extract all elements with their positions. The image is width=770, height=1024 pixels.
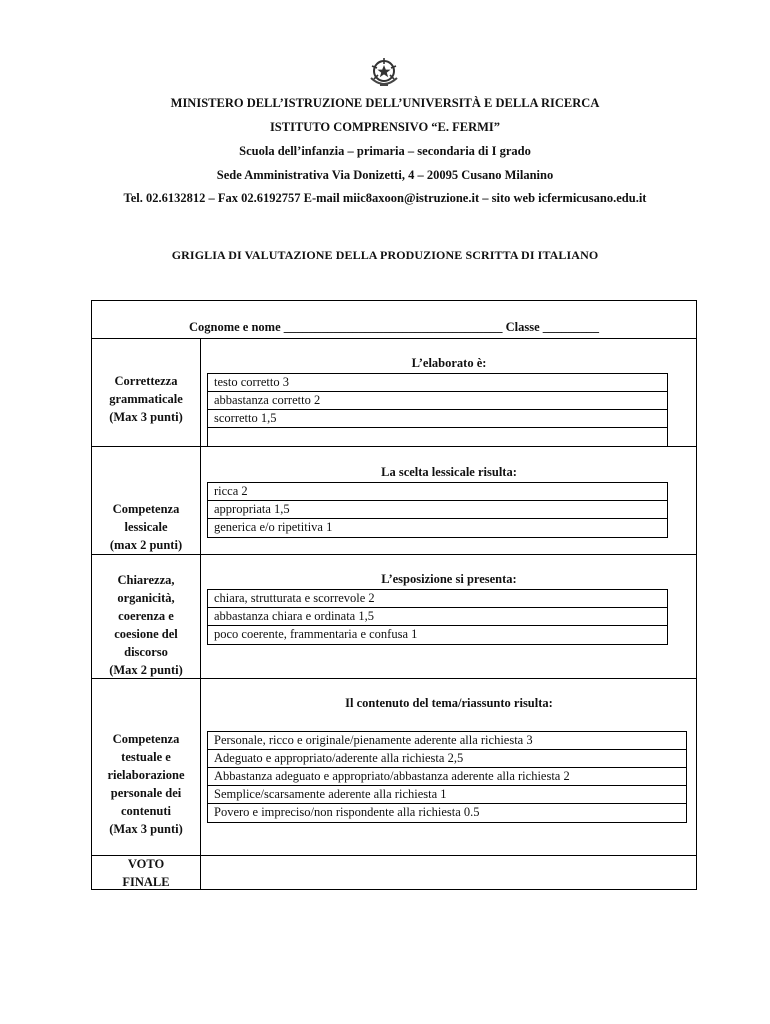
header-schools: Scuola dell’infanzia – primaria – secondaria di I grado [239,144,531,158]
row-divider [92,338,696,339]
criterion-grammar: Correttezza grammaticale (Max 3 punti) [109,374,183,424]
option-row [208,428,667,446]
options-lexical [207,482,668,538]
options-grammar [207,373,668,447]
header-contacts: Tel. 02.6132812 – Fax 02.6192757 E-mail miic8axoon@istruzione.it – sito web icfermicusano.edu.it [123,191,647,205]
option-row: testo corretto 3 [208,374,667,392]
header-address: Sede Amministrativa Via Donizetti, 4 – 20095 Cusano Milanino [216,168,554,182]
option-row: chiara, strutturata e scorrevole 2 [208,590,667,608]
section-intro: L’esposizione si presenta: [381,572,517,586]
option-row: poco coerente, frammentaria e confusa 1 [214,627,418,641]
name-class-field: Cognome e nome ___________________________________ Classe _________ [188,320,600,334]
final-grade-field[interactable] [201,856,697,889]
option-row: ricca 2 [208,483,667,501]
option-row: appropriata 1,5 [208,501,667,519]
evaluation-grid [91,300,697,890]
row-divider [92,554,696,555]
republic-emblem-icon [366,54,402,90]
option-row: generica e/o ripetitiva 1 [214,520,333,534]
option-row: abbastanza chiara e ordinata 1,5 [208,608,667,626]
option-row: Abbastanza adeguato e appropriato/abbastanza aderente alla richiesta 2 [208,768,686,786]
option-row: scorretto 1,5 [208,410,667,428]
criterion-content: Competenza testuale e rielaborazione personale dei contenuti (Max 3 punti) [107,732,185,836]
option-row: Adeguato e appropriato/aderente alla richiesta 2,5 [208,750,686,768]
option-row: Personale, ricco e originale/pienamente aderente alla richiesta 3 [208,732,686,750]
criterion-lexical: Competenza lessicale (max 2 punti) [109,502,183,552]
section-intro: Il contenuto del tema/riassunto risulta: [345,696,553,710]
final-grade-label: VOTO FINALE [122,857,170,889]
header-institute: ISTITUTO COMPRENSIVO “E. FERMI” [269,120,501,134]
options-content [207,731,687,823]
option-row: abbastanza corretto 2 [208,392,667,410]
criterion-clarity: Chiarezza, organicità, coerenza e coesione del discorso (Max 2 punti) [109,573,183,677]
option-row: Semplice/scarsamente aderente alla richiesta 1 [208,786,686,804]
section-intro: L’elaborato è: [411,356,487,370]
option-row: Povero e impreciso/non rispondente alla richiesta 0.5 [214,805,480,819]
page-title: GRIGLIA DI VALUTAZIONE DELLA PRODUZIONE SCRITTA DI ITALIANO [171,248,599,262]
header-ministry: MINISTERO DELL’ISTRUZIONE DELL’UNIVERSITÀ E DELLA RICERCA [170,96,600,110]
options-clarity [207,589,668,645]
section-intro: La scelta lessicale risulta: [381,465,517,479]
column-divider [200,338,201,890]
